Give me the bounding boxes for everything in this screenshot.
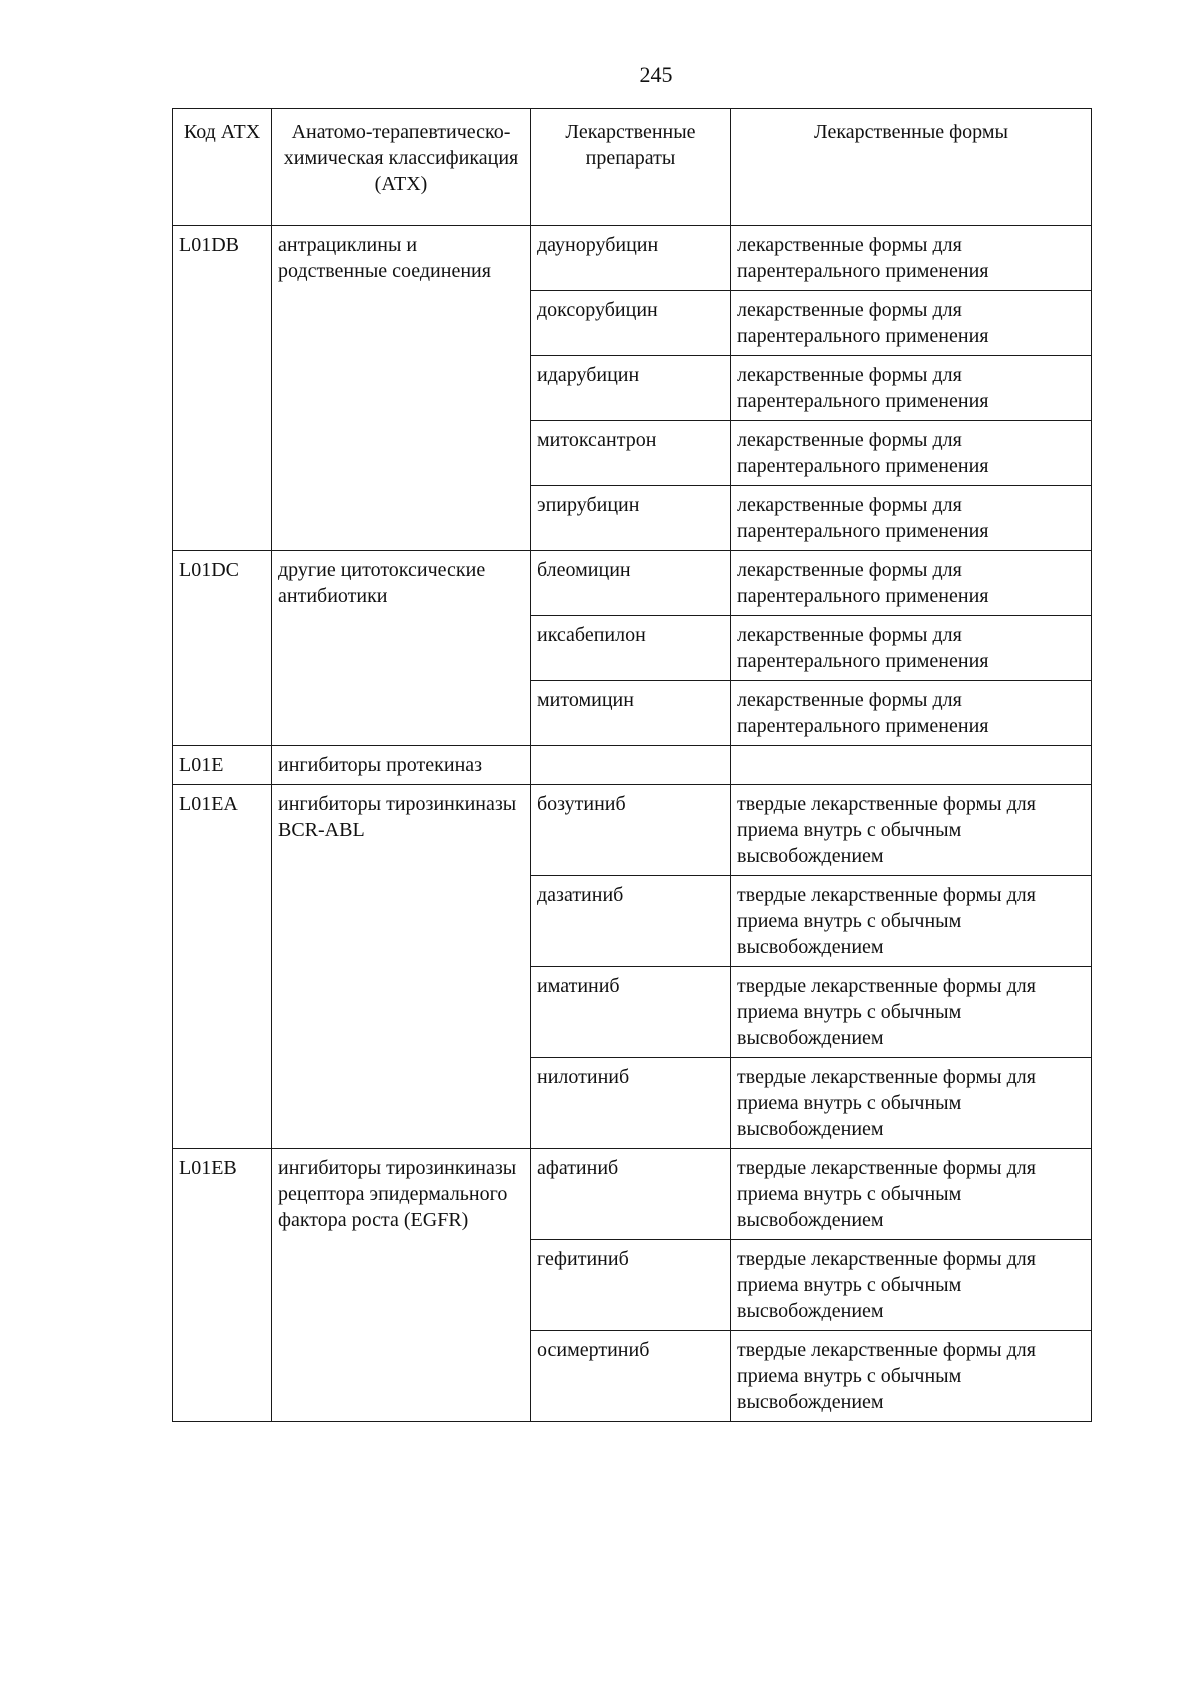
- drug-name: блеомицин: [531, 551, 731, 616]
- drug-form: твердые лекарственные формы для приема внутрь с обычным высвобождением: [731, 1240, 1092, 1331]
- atc-code: L01DC: [173, 551, 272, 746]
- drug-form: [731, 746, 1092, 785]
- drug-form: твердые лекарственные формы для приема внутрь с обычным высвобождением: [731, 1058, 1092, 1149]
- atc-code: L01EA: [173, 785, 272, 1149]
- drug-form: лекарственные формы для парентерального применения: [731, 226, 1092, 291]
- drug-name: бозутиниб: [531, 785, 731, 876]
- drug-name: иматиниб: [531, 967, 731, 1058]
- table-row: [173, 551, 1092, 616]
- drug-form: лекарственные формы для парентерального применения: [731, 421, 1092, 486]
- drug-name: нилотиниб: [531, 1058, 731, 1149]
- table-row: [173, 746, 1092, 785]
- atc-group-name: другие цитотоксические антибиотики: [272, 551, 531, 746]
- header-forms: Лекарственные формы: [731, 109, 1092, 226]
- drug-form: твердые лекарственные формы для приема внутрь с обычным высвобождением: [731, 876, 1092, 967]
- drug-name: идарубицин: [531, 356, 731, 421]
- header-code: Код АТХ: [173, 109, 272, 226]
- drug-form: лекарственные формы для парентерального применения: [731, 681, 1092, 746]
- drug-form: лекарственные формы для парентерального применения: [731, 486, 1092, 551]
- atc-code: L01EB: [173, 1149, 272, 1422]
- drug-name: осимертиниб: [531, 1331, 731, 1422]
- table-row: [173, 1149, 1092, 1240]
- drug-name: дазатиниб: [531, 876, 731, 967]
- atc-group-name: ингибиторы тирозинкиназы BCR-ABL: [272, 785, 531, 1149]
- atc-code: L01DB: [173, 226, 272, 551]
- header-classification: Анатомо-терапевтическо-химическая классификация (АТХ): [272, 109, 531, 226]
- atc-group-name: ингибиторы тирозинкиназы рецептора эпидермального фактора роста (EGFR): [272, 1149, 531, 1422]
- page-number: 245: [639, 62, 673, 87]
- drug-name: иксабепилон: [531, 616, 731, 681]
- drug-name: доксорубицин: [531, 291, 731, 356]
- drug-name: даунорубицин: [531, 226, 731, 291]
- drug-form: лекарственные формы для парентерального применения: [731, 551, 1092, 616]
- table-row: [173, 785, 1092, 876]
- header-drugs: Лекарственные препараты: [531, 109, 731, 226]
- atc-group-name: ингибиторы протекиназ: [272, 746, 531, 785]
- atc-code: L01E: [173, 746, 272, 785]
- drug-form: лекарственные формы для парентерального применения: [731, 356, 1092, 421]
- drug-name: митомицин: [531, 681, 731, 746]
- drug-form: твердые лекарственные формы для приема внутрь с обычным высвобождением: [731, 1331, 1092, 1422]
- drug-form: лекарственные формы для парентерального применения: [731, 616, 1092, 681]
- drug-name: гефитиниб: [531, 1240, 731, 1331]
- drug-form: твердые лекарственные формы для приема внутрь с обычным высвобождением: [731, 785, 1092, 876]
- drug-name: эпирубицин: [531, 486, 731, 551]
- drug-form: лекарственные формы для парентерального применения: [731, 291, 1092, 356]
- drug-name: афатиниб: [531, 1149, 731, 1240]
- drug-name: митоксантрон: [531, 421, 731, 486]
- drug-name: [531, 746, 731, 785]
- atc-group-name: антрациклины и родственные соединения: [272, 226, 531, 551]
- atc-table: [172, 108, 1092, 1422]
- table-row: [173, 226, 1092, 291]
- drug-form: твердые лекарственные формы для приема внутрь с обычным высвобождением: [731, 1149, 1092, 1240]
- drug-form: твердые лекарственные формы для приема внутрь с обычным высвобождением: [731, 967, 1092, 1058]
- table-header-row: [173, 109, 1092, 226]
